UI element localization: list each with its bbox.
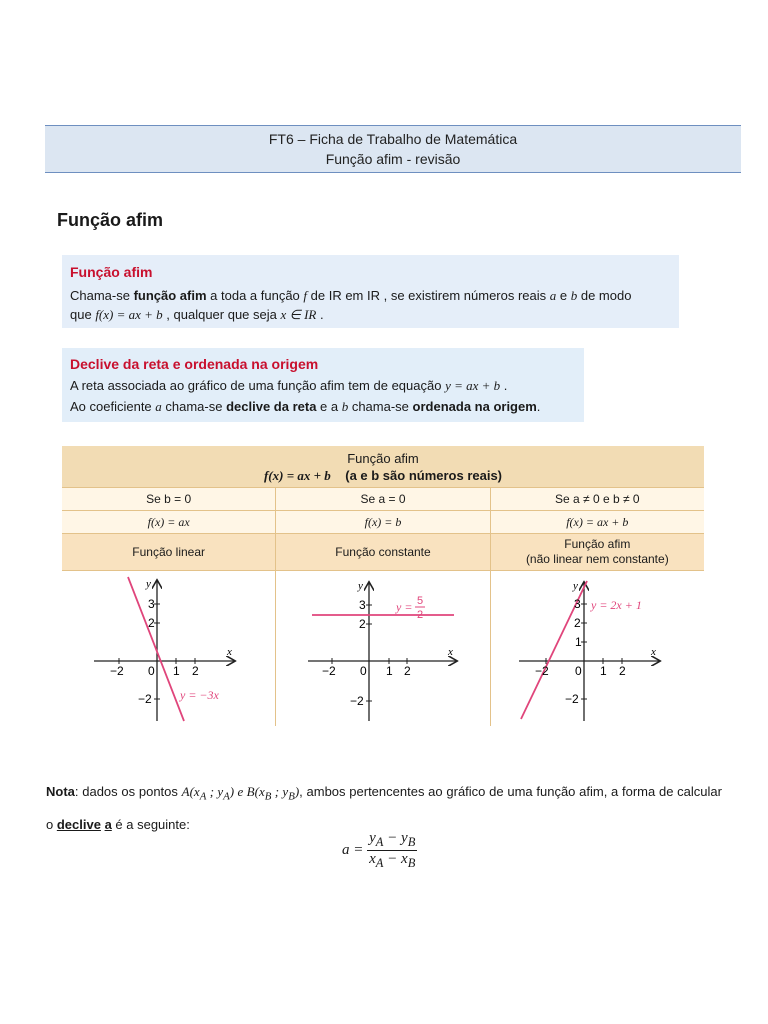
table-cell: [275, 534, 489, 570]
declive-text: .: [500, 378, 508, 393]
x-axis-label: x: [448, 646, 454, 658]
tick-label: −2: [322, 664, 337, 678]
formula-denominator: [367, 851, 417, 871]
graph-affine-svg: [491, 571, 705, 726]
header-title: FT6 – Ficha de Trabalho de Matemática: [268, 131, 518, 147]
tick-label: −2: [534, 664, 549, 678]
y-axis-label: y: [146, 578, 151, 590]
def-text: de IR em IR , se existirem números reais: [307, 288, 550, 303]
def-equation: f(x) = ax + b: [95, 307, 163, 322]
y-axis-label: y: [572, 580, 578, 592]
sub: B: [407, 835, 416, 849]
table-note: (a e b são números reais): [345, 468, 503, 483]
point-a-text: A(x: [181, 784, 200, 799]
x-axis-label: x: [650, 646, 656, 658]
nota-declive: declive: [56, 816, 101, 832]
declive-title: Declive da reta e ordenada na origem: [70, 356, 319, 372]
tick-label: −2: [138, 692, 152, 706]
point-e: e: [234, 784, 247, 799]
slope-formula: [342, 830, 417, 871]
def-text: Chama-se: [70, 288, 134, 303]
tick-label: 2: [404, 664, 412, 678]
sub: A: [375, 835, 384, 849]
nota-text: , ambos pertencentes ao gráfico de uma função afim, a forma de calcular o: [46, 784, 722, 832]
graph-label: y = −3x: [180, 688, 219, 702]
tick-label: 3: [573, 597, 581, 611]
declive-text: A reta associada ao gráfico de uma função afim tem de equação: [70, 378, 446, 393]
table-formula-line: [62, 467, 704, 484]
tick-label: 2: [618, 664, 626, 678]
graph-label-den: 2: [417, 609, 424, 621]
declive-text: .: [536, 399, 541, 414]
point-sep: ; y: [206, 784, 224, 799]
table-row-graphs: [62, 570, 704, 726]
f-part: y: [369, 830, 376, 846]
tick-label: −2: [564, 692, 579, 706]
table-cell: [490, 534, 704, 570]
nota-text: é a seguinte:: [111, 816, 190, 832]
tick-label: 1: [386, 664, 394, 678]
nota-text: : dados os pontos: [74, 784, 182, 799]
tick-label: 3: [148, 597, 155, 611]
tick-label: −2: [350, 694, 365, 708]
tick-label: 0: [360, 664, 368, 678]
graph-constant: [275, 571, 489, 726]
function-table: [62, 446, 704, 726]
graph-label-num: 5: [417, 595, 424, 607]
graph-label: y = 2x + 1: [590, 598, 642, 612]
tick-label: 3: [359, 598, 367, 612]
declive-var: b: [341, 399, 349, 414]
graph-label-prefix: y =: [396, 600, 413, 614]
f-part: − x: [383, 851, 408, 867]
tick-label: −2: [110, 664, 124, 678]
section-title: Função afim: [57, 210, 164, 230]
declive-text: Ao coeficiente: [70, 399, 156, 414]
declive-bold: ordenada na origem: [412, 399, 537, 414]
definition-title: Função afim: [70, 264, 153, 280]
declive-line2: [70, 396, 576, 417]
tick-label: 2: [148, 616, 155, 630]
def-text: e: [556, 288, 571, 303]
type-note: (não linear nem constante): [525, 552, 669, 566]
point-sep: ; y: [271, 784, 289, 799]
sub: B: [407, 856, 416, 870]
tick-label: 2: [359, 617, 367, 631]
def-var: f: [303, 288, 308, 303]
sub: A: [375, 856, 384, 870]
table-cell: f(x) = ax + b: [490, 511, 704, 533]
declive-eq: y = ax + b: [445, 378, 501, 393]
x-axis-label: x: [227, 646, 232, 658]
table-cell: Se a = 0: [275, 488, 489, 510]
def-var: a: [549, 288, 557, 303]
graph-linear-svg: [62, 571, 276, 726]
f-part: x: [369, 851, 376, 867]
table-row-types: [62, 533, 704, 570]
declive-var: a: [155, 399, 162, 414]
nota-a: a: [104, 816, 112, 832]
declive-box: [62, 348, 584, 422]
table-cell: Se a ≠ 0 e b ≠ 0: [490, 488, 704, 510]
table-cell: f(x) = ax: [147, 515, 190, 529]
type-label: Função constante: [335, 544, 431, 559]
def-var: b: [570, 288, 578, 303]
def-text: que: [70, 307, 96, 322]
formula-lhs: a =: [342, 841, 364, 858]
tick-label: 0: [148, 664, 155, 678]
sub: A: [199, 790, 207, 803]
f-part: − y: [383, 830, 408, 846]
declive-bold: declive da reta: [226, 399, 317, 414]
definition-box: [62, 255, 679, 328]
type-label: Função afim: [564, 537, 631, 551]
tick-label: 1: [173, 664, 180, 678]
point-b-text: B(x: [246, 784, 265, 799]
table-row-formulas: [62, 510, 704, 533]
graph-linear: [62, 571, 275, 726]
formula-numerator: [367, 830, 417, 851]
table-cell: f(x) = b: [275, 511, 489, 533]
header-subtitle: Função afim - revisão: [325, 151, 461, 167]
tick-label: 2: [573, 616, 581, 630]
formula-fraction: [367, 830, 417, 871]
def-text: de modo: [577, 288, 632, 303]
def-domain: x ∈ IR: [280, 307, 317, 322]
sub: B: [288, 790, 295, 803]
declive-text: chama-se: [348, 399, 413, 414]
tick-label: 1: [574, 635, 582, 649]
declive-text: e a: [316, 399, 342, 414]
table-cell: [62, 534, 275, 570]
type-label: Função linear: [132, 544, 206, 559]
table-row-conditions: [62, 487, 704, 510]
declive-text: chama-se: [161, 399, 227, 414]
point-close: ): [294, 784, 300, 799]
def-text: a toda a função: [206, 288, 304, 303]
table-title: Função afim: [347, 451, 419, 466]
tick-label: 2: [192, 664, 199, 678]
table-header: [62, 446, 704, 487]
point-a: [181, 784, 300, 803]
def-text: .: [316, 307, 324, 322]
graph-constant-svg: [276, 571, 490, 726]
y-axis-label: y: [358, 580, 364, 592]
sub: A: [223, 790, 230, 803]
nota-label: Nota: [46, 784, 75, 799]
graph-affine: [490, 571, 704, 726]
tick-label: 1: [599, 664, 607, 678]
point-close: ): [229, 784, 235, 799]
table-cell: Se b = 0: [146, 492, 192, 506]
declive-line1: [70, 375, 576, 396]
header-box: [45, 125, 741, 173]
def-bold: função afim: [133, 288, 207, 303]
def-text: , qualquer que seja: [162, 307, 281, 322]
tick-label: 0: [574, 664, 582, 678]
table-formula: f(x) = ax + b: [263, 468, 331, 483]
sub: B: [264, 790, 272, 803]
